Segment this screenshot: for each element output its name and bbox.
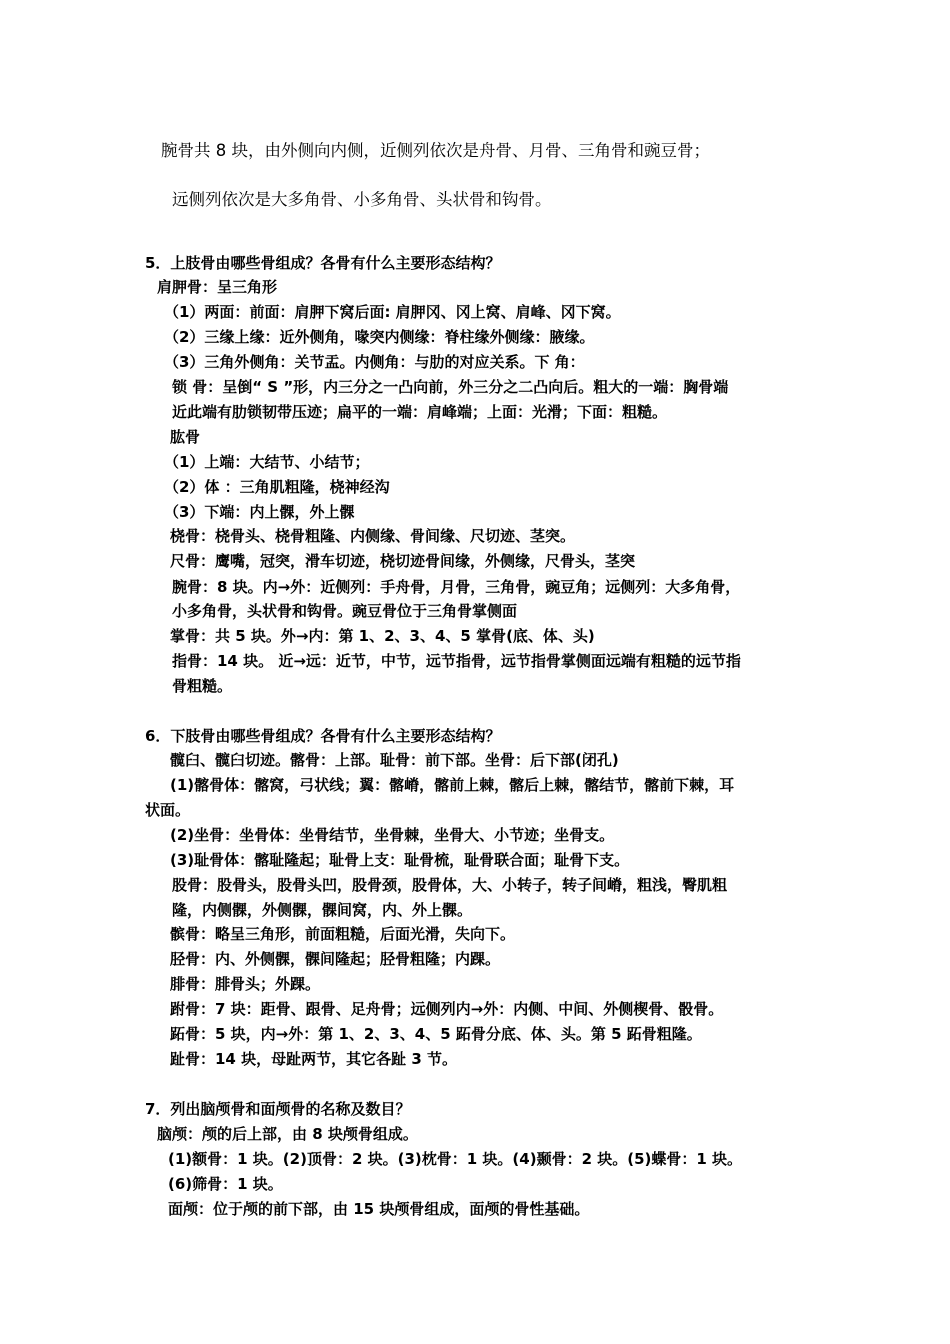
scapula-title: 肩胛骨：呈三角形 <box>157 278 278 296</box>
cranial-bones-line-1: (1)额骨：1 块。(2)顶骨：2 块。(3)枕骨：1 块。(4)颞骨：2 块。(5)蝶骨：1 块。 <box>168 1150 743 1168</box>
humerus-lower: （3）下端：内上髁，外上髁 <box>164 503 355 521</box>
carpal-line-1: 腕骨：8 块。内→外：近侧列：手舟骨，月骨，三角骨，豌豆角；远侧列：大多角骨， <box>172 578 741 596</box>
metacarpal-line: 掌骨：共 5 块。外→内：第 1、2、3、4、5 掌骨(底、体、头) <box>170 627 595 645</box>
pubis-line: (3)耻骨体：髂耻隆起；耻骨上支：耻骨梳，耻骨联合面；耻骨下支。 <box>170 851 630 869</box>
intro-line-2: 远侧列依次是大多角骨、小多角骨、头状骨和钩骨。 <box>172 190 552 209</box>
carpal-line-2: 小多角骨，头状骨和钩骨。豌豆骨位于三角骨掌侧面 <box>172 602 518 620</box>
tibia-line: 胫骨：内、外侧髁，髁间隆起；胫骨粗隆；内踝。 <box>170 950 501 968</box>
clavicle-line-2: 近此端有肋锁韧带压迹；扁平的一端：肩峰端；上面：光滑；下面：粗糙。 <box>172 403 668 421</box>
patella-line: 髌骨：略呈三角形，前面粗糙，后面光滑，失向下。 <box>170 925 516 943</box>
humerus-upper: （1）上端：大结节、小结节； <box>164 453 370 471</box>
femur-line-2: 隆，内侧髁，外侧髁，髁间窝，内、外上髁。 <box>172 901 473 919</box>
fibula-line: 腓骨：腓骨头；外踝。 <box>170 975 321 993</box>
tarsal-line: 跗骨：7 块：距骨、跟骨、足舟骨；远侧列内→外：内侧、中间、外侧楔骨、骰骨。 <box>170 1000 724 1018</box>
scapula-faces: （1）两面：前面：肩胛下窝后面: 肩胛冈、冈上窝、肩峰、冈下窝。 <box>164 303 621 321</box>
intro-line-1: 腕骨共 8 块，由外侧向内侧，近侧列依次是舟骨、月骨、三角骨和豌豆骨； <box>161 141 710 160</box>
humerus-title: 肱骨 <box>170 428 201 446</box>
q7-heading: 7．列出脑颅骨和面颅骨的名称及数目？ <box>145 1100 411 1118</box>
ischium-line: (2)坐骨：坐骨体：坐骨结节，坐骨棘，坐骨大、小节迹；坐骨支。 <box>170 826 615 844</box>
q6-heading: 6．下肢骨由哪些骨组成？各骨有什么主要形态结构？ <box>145 727 501 745</box>
phalanges-line-2: 骨粗糙。 <box>172 677 233 695</box>
radius-line: 桡骨：桡骨头、桡骨粗隆、内侧缘、骨间缘、尺切迹、茎突。 <box>170 527 576 545</box>
phalanges-line-1: 指骨：14 块。 近→远：近节，中节，远节指骨，远节指骨掌侧面远端有粗糙的远节指 <box>172 652 741 670</box>
acetabulum-line: 髋臼、髋臼切迹。髂骨：上部。耻骨：前下部。坐骨：后下部(闭孔) <box>170 751 619 769</box>
metatarsal-line: 跖骨：5 块，内→外：第 1、2、3、4、5 跖骨分底、体、头。第 5 跖骨粗隆。 <box>170 1025 702 1043</box>
femur-line-1: 股骨：股骨头，股骨头凹，股骨颈，股骨体，大、小转子，转子间嵴，粗浅，臀肌粗 <box>172 876 728 894</box>
neurocranium-line: 脑颅：颅的后上部，由 8 块颅骨组成。 <box>157 1125 418 1143</box>
clavicle-line-1: 锁 骨：呈倒“ S ”形，内三分之一凸向前，外三分之二凸向后。粗大的一端：胸骨端 <box>172 378 729 396</box>
toes-line: 趾骨：14 块，母趾两节，其它各趾 3 节。 <box>170 1050 457 1068</box>
scapula-angles: （3）三角外侧角：关节盂。内侧角：与肋的对应关系。下 角： <box>164 353 585 371</box>
viscerocranium-line: 面颅：位于颅的前下部，由 15 块颅骨组成，面颅的骨性基础。 <box>168 1200 590 1218</box>
ulna-line: 尺骨：鹰嘴，冠突，滑车切迹，桡切迹骨间缘，外侧缘，尺骨头，茎突 <box>170 552 636 570</box>
scapula-borders: （2）三缘上缘：近外侧角，喙突内侧缘：脊柱缘外侧缘：腋缘。 <box>164 328 595 346</box>
humerus-body: （2）体 ：三角肌粗隆，桡神经沟 <box>164 478 390 496</box>
ilium-line-2: 状面。 <box>145 801 191 819</box>
q5-heading: 5．上肢骨由哪些骨组成？各骨有什么主要形态结构？ <box>145 254 501 272</box>
cranial-bones-line-2: (6)筛骨：1 块。 <box>168 1175 283 1193</box>
ilium-line-1: (1)髂骨体：髂窝，弓状线；翼：髂嵴，髂前上棘，髂后上棘，髂结节，髂前下棘，耳 <box>170 776 735 794</box>
